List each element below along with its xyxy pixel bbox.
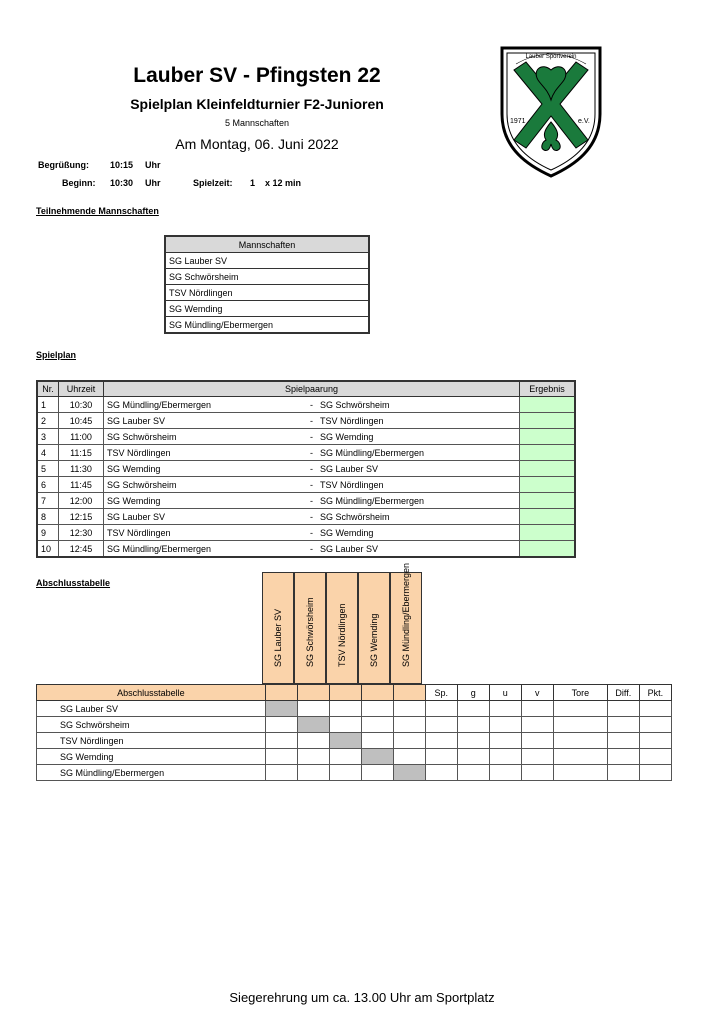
team-name: SG Lauber SV — [57, 701, 265, 717]
match-nr: 8 — [37, 509, 59, 525]
away-team: SG Schwörsheim — [320, 399, 390, 410]
stat-col: Sp. — [425, 685, 457, 701]
result-cell[interactable] — [520, 413, 576, 429]
stat-col: g — [457, 685, 489, 701]
away-team: SG Wemding — [320, 527, 374, 538]
away-team: SG Wemding — [320, 431, 374, 442]
home-team: SG Schwörsheim — [107, 431, 177, 442]
team-name: SG Schwörsheim — [57, 717, 265, 733]
away-team: SG Lauber SV — [320, 543, 379, 554]
logo-text: Lauber Sportverein — [525, 54, 577, 60]
score-cell[interactable] — [297, 749, 329, 765]
col-nr: Nr. — [37, 381, 59, 397]
table-row — [37, 397, 575, 413]
team-name: SG Mündling/Ebermergen — [165, 317, 369, 334]
score-cell[interactable] — [265, 749, 297, 765]
match-pairing — [104, 413, 520, 429]
table-row — [37, 477, 575, 493]
stat-cell[interactable] — [607, 733, 639, 749]
pair-separator: - — [310, 479, 313, 490]
stat-cell[interactable] — [553, 765, 607, 781]
logo-ev: e.V. — [578, 118, 590, 125]
score-cell[interactable] — [329, 765, 361, 781]
teams-count: 5 Mannschaften — [224, 118, 290, 128]
playtime-label: Spielzeit: — [193, 178, 233, 188]
match-nr: 6 — [37, 477, 59, 493]
row-index-cell — [37, 717, 58, 733]
score-cell[interactable] — [329, 717, 361, 733]
match-time: 12:30 — [59, 525, 104, 541]
table-row — [165, 301, 369, 317]
match-time: 10:30 — [59, 397, 104, 413]
table-row — [37, 765, 672, 781]
stat-col: Pkt. — [639, 685, 671, 701]
table-row — [37, 717, 672, 733]
table-row — [165, 285, 369, 301]
stat-cell[interactable] — [639, 701, 671, 717]
pair-separator: - — [310, 399, 313, 410]
result-cell[interactable] — [520, 397, 576, 413]
team-col-header — [294, 572, 326, 684]
start-time: 10:30 — [110, 178, 134, 188]
score-cell[interactable] — [265, 717, 297, 733]
result-cell[interactable] — [520, 445, 576, 461]
diagonal-cell — [265, 701, 297, 717]
logo-year: 1971 — [510, 118, 526, 125]
score-cell[interactable] — [361, 733, 393, 749]
match-time: 11:00 — [59, 429, 104, 445]
participants-table — [164, 235, 370, 334]
pair-separator: - — [310, 527, 313, 538]
table-row — [37, 701, 672, 717]
stat-cell[interactable] — [425, 733, 457, 749]
table-row — [37, 461, 575, 477]
match-nr: 4 — [37, 445, 59, 461]
match-time: 11:15 — [59, 445, 104, 461]
pair-separator: - — [310, 495, 313, 506]
team-name: SG Lauber SV — [165, 253, 369, 269]
match-pairing — [104, 541, 520, 558]
table-row — [165, 253, 369, 269]
score-cell[interactable] — [393, 749, 425, 765]
stat-cell[interactable] — [521, 749, 553, 765]
team-col-label: SG Lauber SV — [273, 608, 283, 667]
table-row — [37, 493, 575, 509]
row-index-cell — [37, 733, 58, 749]
score-cell[interactable] — [393, 717, 425, 733]
table-row — [37, 445, 575, 461]
match-pairing — [104, 525, 520, 541]
score-cell[interactable] — [265, 733, 297, 749]
team-name: SG Mündling/Ebermergen — [57, 765, 265, 781]
away-team: SG Lauber SV — [320, 463, 379, 474]
team-name: SG Schwörsheim — [165, 269, 369, 285]
stat-cell[interactable] — [457, 749, 489, 765]
table-row — [37, 413, 575, 429]
stat-cell[interactable] — [553, 717, 607, 733]
table-row — [37, 749, 672, 765]
stat-cell[interactable] — [489, 701, 521, 717]
score-cell[interactable] — [297, 765, 329, 781]
table-row — [37, 509, 575, 525]
match-time: 12:45 — [59, 541, 104, 558]
col-result: Ergebnis — [520, 381, 576, 397]
home-team: SG Schwörsheim — [107, 479, 177, 490]
table-row — [165, 269, 369, 285]
team-name: SG Wemding — [165, 301, 369, 317]
pair-separator: - — [310, 463, 313, 474]
stat-col: v — [521, 685, 553, 701]
stat-cell[interactable] — [457, 765, 489, 781]
event-date: Am Montag, 06. Juni 2022 — [175, 136, 339, 152]
stat-cell[interactable] — [607, 701, 639, 717]
match-pairing — [104, 493, 520, 509]
home-team: SG Lauber SV — [107, 415, 166, 426]
table-row — [37, 525, 575, 541]
diagonal-cell — [297, 717, 329, 733]
row-index-cell — [37, 765, 58, 781]
home-team: SG Mündling/Ebermergen — [107, 543, 212, 554]
stat-cell[interactable] — [425, 749, 457, 765]
club-crest-icon — [498, 44, 604, 178]
schedule-table — [36, 380, 576, 558]
match-pairing — [104, 509, 520, 525]
match-pairing — [104, 461, 520, 477]
match-nr: 2 — [37, 413, 59, 429]
team-col-label: SG Schwörsheim — [305, 597, 315, 667]
stat-cell[interactable] — [489, 717, 521, 733]
stat-cell[interactable] — [457, 717, 489, 733]
page-subtitle: Spielplan Kleinfeldturnier F2-Junioren — [130, 96, 384, 112]
match-time: 10:45 — [59, 413, 104, 429]
match-pairing — [104, 429, 520, 445]
team-col-label: TSV Nördlingen — [337, 603, 347, 667]
stat-col: u — [489, 685, 521, 701]
match-time: 11:30 — [59, 461, 104, 477]
stat-cell[interactable] — [457, 733, 489, 749]
team-col-cell — [297, 685, 329, 701]
team-name: TSV Nördlingen — [165, 285, 369, 301]
score-cell[interactable] — [361, 701, 393, 717]
start-label: Beginn: — [62, 178, 96, 188]
team-col-cell — [393, 685, 425, 701]
result-cell[interactable] — [520, 461, 576, 477]
team-col-cell — [265, 685, 297, 701]
schedule-heading: Spielplan — [36, 350, 77, 360]
stat-cell[interactable] — [425, 701, 457, 717]
result-cell[interactable] — [520, 477, 576, 493]
team-col-label: SG Wemding — [369, 613, 379, 667]
score-cell[interactable] — [329, 701, 361, 717]
table-row — [37, 429, 575, 445]
playtime-count: 1 — [250, 178, 256, 188]
table-row — [165, 317, 369, 334]
score-cell[interactable] — [297, 733, 329, 749]
playtime-value: x 12 min — [265, 178, 302, 188]
result-cell[interactable] — [520, 525, 576, 541]
stat-cell[interactable] — [553, 733, 607, 749]
score-cell[interactable] — [393, 733, 425, 749]
col-pair: Spielpaarung — [104, 381, 520, 397]
stat-cell[interactable] — [425, 717, 457, 733]
final-table — [36, 684, 672, 781]
home-team: SG Wemding — [107, 495, 161, 506]
result-cell[interactable] — [520, 509, 576, 525]
match-nr: 5 — [37, 461, 59, 477]
match-time: 12:00 — [59, 493, 104, 509]
stat-cell[interactable] — [425, 765, 457, 781]
score-cell[interactable] — [361, 717, 393, 733]
match-nr: 9 — [37, 525, 59, 541]
stat-cell[interactable] — [521, 701, 553, 717]
home-team: SG Mündling/Ebermergen — [107, 399, 212, 410]
diagonal-cell — [361, 749, 393, 765]
team-col-cell — [361, 685, 393, 701]
match-nr: 10 — [37, 541, 59, 558]
pair-separator: - — [310, 415, 313, 426]
team-col-cell — [329, 685, 361, 701]
score-cell[interactable] — [393, 701, 425, 717]
score-cell[interactable] — [297, 701, 329, 717]
match-time: 11:45 — [59, 477, 104, 493]
score-cell[interactable] — [329, 749, 361, 765]
stat-cell[interactable] — [639, 733, 671, 749]
stat-cell[interactable] — [457, 701, 489, 717]
greeting-label: Begrüßung: — [38, 160, 89, 170]
participants-heading: Teilnehmende Mannschaften — [36, 206, 159, 216]
stat-cell[interactable] — [489, 765, 521, 781]
diagonal-cell — [393, 765, 425, 781]
pair-separator: - — [310, 447, 313, 458]
match-pairing — [104, 445, 520, 461]
match-pairing — [104, 397, 520, 413]
stat-cell[interactable] — [553, 701, 607, 717]
final-table-label: Abschlusstabelle — [37, 685, 266, 701]
away-team: SG Mündling/Ebermergen — [320, 495, 425, 506]
stat-cell[interactable] — [489, 749, 521, 765]
stat-cell[interactable] — [607, 765, 639, 781]
diagonal-cell — [329, 733, 361, 749]
stat-cell[interactable] — [489, 733, 521, 749]
team-name: TSV Nördlingen — [57, 733, 265, 749]
stat-cell[interactable] — [553, 749, 607, 765]
team-col-header — [358, 572, 390, 684]
match-pairing — [104, 477, 520, 493]
stat-cell[interactable] — [607, 749, 639, 765]
stat-cell[interactable] — [639, 765, 671, 781]
page-title: Lauber SV - Pfingsten 22 — [133, 64, 381, 87]
home-team: SG Wemding — [107, 463, 161, 474]
row-index-cell — [37, 749, 58, 765]
participants-table-header: Mannschaften — [165, 236, 369, 253]
final-table-heading: Abschlusstabelle — [36, 578, 111, 588]
away-team: TSV Nördlingen — [320, 479, 384, 490]
result-cell[interactable] — [520, 429, 576, 445]
stat-col: Tore — [553, 685, 607, 701]
pair-separator: - — [310, 511, 313, 522]
result-cell[interactable] — [520, 541, 576, 558]
away-team: SG Schwörsheim — [320, 511, 390, 522]
away-team: SG Mündling/Ebermergen — [320, 447, 425, 458]
pair-separator: - — [310, 431, 313, 442]
team-col-header — [262, 572, 294, 684]
team-name: SG Wemding — [57, 749, 265, 765]
score-cell[interactable] — [265, 765, 297, 781]
home-team: TSV Nördlingen — [107, 447, 171, 458]
row-index-cell — [37, 701, 58, 717]
result-cell[interactable] — [520, 493, 576, 509]
stat-cell[interactable] — [521, 733, 553, 749]
team-col-header — [390, 562, 422, 684]
start-unit: Uhr — [145, 178, 161, 188]
table-row — [37, 541, 575, 558]
stat-cell[interactable] — [607, 717, 639, 733]
match-nr: 7 — [37, 493, 59, 509]
score-cell[interactable] — [361, 765, 393, 781]
stat-cell[interactable] — [639, 717, 671, 733]
stat-cell[interactable] — [639, 749, 671, 765]
home-team: TSV Nördlingen — [107, 527, 171, 538]
stat-cell[interactable] — [521, 765, 553, 781]
table-row — [37, 733, 672, 749]
stat-col: Diff. — [607, 685, 639, 701]
pair-separator: - — [310, 543, 313, 554]
team-col-header — [326, 572, 358, 684]
footer-note: Siegerehrung um ca. 13.00 Uhr am Sportplatz — [229, 990, 495, 1005]
away-team: TSV Nördlingen — [320, 415, 384, 426]
col-time: Uhrzeit — [59, 381, 104, 397]
match-nr: 3 — [37, 429, 59, 445]
match-nr: 1 — [37, 397, 59, 413]
club-logo — [498, 44, 604, 178]
team-col-label: SG Mündling/Ebermergen — [401, 562, 411, 667]
greeting-time: 10:15 — [110, 160, 134, 170]
match-time: 12:15 — [59, 509, 104, 525]
home-team: SG Lauber SV — [107, 511, 166, 522]
stat-cell[interactable] — [521, 717, 553, 733]
greeting-unit: Uhr — [145, 160, 161, 170]
